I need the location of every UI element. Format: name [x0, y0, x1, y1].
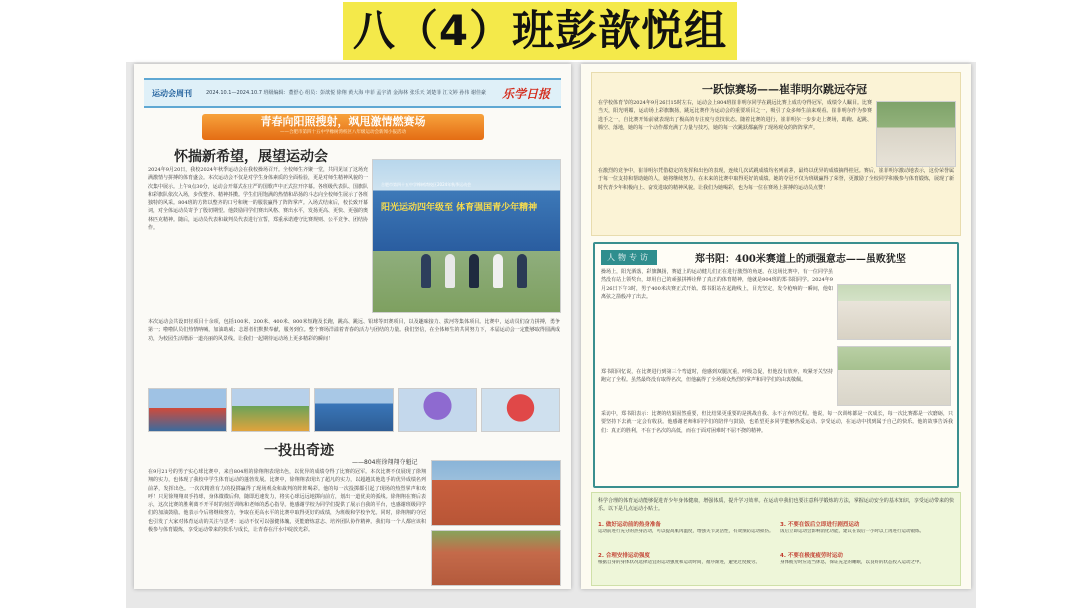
person-figure — [517, 254, 527, 288]
article3-body-continued: 在激烈的竞争中，崔菲明尔凭借稳定的发挥和出色的表现，连续几次试跳成绩均名列前茅，最终以优异的成绩摘得桂冠。赛后，崔菲明尔激动地表示，这份荣誉属于每一位支持和帮助她的人，她将继续努力，在未来的比赛中取得更好的成绩。她的夺冠不仅为班级赢得了荣誉，更激励了全校同学积极参与体育锻炼，展现了新时代青少年积极向上、奋发进取的精神风貌。让我们为她喝彩，也为每一位在赛场上拼搏的运动员点赞！ — [598, 168, 954, 191]
ribbon-title: 青春向阳照搜射，飒甩激情燃赛场 — [260, 115, 426, 128]
tip-title: 3. 不要在饭后立即进行剧烈运动 — [780, 522, 860, 528]
tip-body: 根据自身的身体状况选择适宜的运动强度和运动时间，循序渐进，避免过度疲劳。 — [598, 560, 760, 565]
newspaper-left-page — [134, 64, 571, 589]
tip-item — [780, 552, 956, 580]
tips-box — [591, 492, 961, 586]
top-banner — [0, 0, 1080, 62]
tip-body: 运动前进行充分的热身活动，可以提高肌肉温度，增强关节灵活性，有效预防运动损伤。 — [598, 529, 774, 534]
long-jump-photo — [876, 101, 956, 167]
parade-photo — [148, 388, 227, 432]
ribbon-subtitle: ——合肥市第四十五中学橡树湾校区八年级运动会新闻小报活动 — [280, 130, 406, 135]
students-photo — [837, 346, 951, 406]
tip-item — [598, 521, 774, 549]
tips-column-right — [780, 521, 956, 583]
newspaper-right-page — [581, 64, 971, 589]
person-figure — [445, 254, 455, 288]
article3-heading: 一跃惊赛场——崔菲明尔跳远夺冠 — [702, 83, 867, 96]
interview-box — [593, 242, 959, 488]
person-figure — [421, 254, 431, 288]
interview-label: 人物专访 — [601, 250, 657, 265]
flag-photo — [314, 388, 393, 432]
mascot-photo — [231, 388, 310, 432]
article2-body: 在9月21号的男子实心球比赛中，来自804班的徐翔翔表现出色，以优异的成绩夺得了比赛的冠军。本次比赛不仅展现了徐翔翔的实力，也体现了我校中学生体育运动的蓬勃发展。比赛中，徐翔翔表现出了超凡的实力，以超越其他选手的优异成绩名列前茅，发挥出色。一次次精准有力的投掷赢得了现场观众和裁判的阵阵喝彩。他的每一次投掷都引起了现场的热烈掌声和欢呼！只见徐翔翔双手持球，身体微微后仰，随即迅速发力，将实心球远远地掷向前方，划出一道优美的弧线。徐翔翔在赛后表示，这次比赛的胜利离不开平时的刻苦训练和老师的悉心指导。他感谢学校为同学们提供了展示自我的平台，也感谢班级同学们的加油鼓励。他表示今后将继续努力，争取在更高水平的比赛中取得更好的成绩，为班级和学校争光。同时，徐翔翔的夺冠也引发了大家对体育运动的关注与思考：运动不仅可以强健体魄，更能磨炼意志、培养团队协作精神。我们每一个人都应该积极参与体育锻炼，享受运动带来的快乐与成长，让青春在汗水中绽放光彩。 — [148, 469, 426, 534]
person-figure — [493, 254, 503, 288]
tip-body: 饭后立即运动会影响消化功能，建议在饭后一小时以上再进行运动锻炼。 — [780, 529, 924, 534]
banner-title: 八（4）班彭歆悦组 — [343, 2, 737, 60]
tip-item — [780, 521, 956, 549]
tip-title: 4. 不要在极度疲劳时运动 — [780, 553, 843, 559]
article1-heading: 怀揣新希望，展望运动会 — [174, 149, 328, 165]
purple-mascot-photo — [398, 388, 477, 432]
masthead-name: 运动会周刊 — [152, 88, 192, 98]
masthead — [144, 78, 561, 108]
tips-intro: 科学合理的体育运动能够促进青少年身体健康，增强体质，提升学习效率。在运动中我们也要注意科学锻炼的方法，掌握运动安全的基本知识，享受运动带来的快乐。以下是几点运动小贴士。 — [598, 498, 954, 513]
article4-body: 操场上，阳光洒落，彩旗飘扬，赛道上的运动健儿们正在进行激烈的角逐。在这场比赛中，有一位同学虽然没有站上领奖台，却用自己的顽强拼搏诠释了真正的体育精神，他就是804班的郑书阳同学。2024年9月26日下午3时，男子400米决赛正式开始。郑书阳站在起跑线上，目光坚定，发令枪响的一瞬间，他如离弦之箭般冲了出去。 — [601, 269, 833, 300]
article1-body-continued: 本次运动会共设田径项目十余项，包括100米、200米、400米、800米短跑及长跑，跳高、跳远、铅球等田赛项目，以及趣味接力、拔河等集体项目。比赛中，运动员们奋力拼搏，勇争第一；啦啦队员们热情呐喊，加油助威；志愿者们默默奉献，服务到位。整个赛场洋溢着青春的活力与团结的力量。我们坚信，在全体师生的共同努力下，本届运动会一定能够取得圆满成功，为校园生活增添一道亮丽的风景线。让我们一起期待运动场上更多精彩的瞬间！ — [148, 319, 560, 342]
tip-item — [598, 552, 774, 580]
stage-photo-banner: 阳光运动四年级至 体育强国青少年精神 — [381, 203, 538, 213]
track-photo — [431, 530, 561, 586]
tip-title: 2. 合理安排运动强度 — [598, 553, 650, 559]
article4-body-closing: 采访中，郑书阳表示：比赛的结果固然重要，但比结果更重要的是挑战自我、永不言弃的过程。他说，每一次训练都是一次成长，每一次比赛都是一次磨砺，只要坚持下去就一定会有收获。他感谢老师和同学们的陪伴与鼓励，也希望更多同学能够热爱运动、享受运动，在运动中找到属于自己的快乐。他的故事告诉我们：真正的胜利，不在于名次的高低，而在于面对困难时不屈不挠的精神。 — [601, 411, 953, 434]
article3-body: 在学校体育节的2024年9月26日15时左右，运动会上804班崔菲明尔同学在跳远比赛上成功夺得冠军，成绩令人瞩目。比赛当天，阳光明媚，运动场上彩旗飘扬，跳远比赛作为运动会的重要项目之一，吸引了众多师生前来观看。崔菲明尔作为参赛选手之一，自比赛开始前就表现出了极高的专注度与竞技状态。随着比赛的进行，崔菲明尔一步步走上赛场，助跑、起跳、腾空、落地，她的每一个动作都充满了力量与技巧，她的每一次跳跃都赢得了现场观众的阵阵掌声。 — [598, 100, 872, 131]
masthead-meta: 2024.10.1—2024.10.7 班级编辑：董舒心 组员：彭歆悦 徐翔 黄大海 申菲 孟宇清 金海林 张乐天 刘楚菲 江文婷 孙伟 谢佳豪 — [206, 90, 486, 96]
stage-photo-caption: 合肥市第四十五中学橡树湾校区2024年秋季运动会 — [381, 182, 472, 187]
tip-body: 身体疲劳时应适当休息，保证充足的睡眠，以良好的状态投入运动之中。 — [780, 560, 924, 565]
tips-grid — [598, 521, 956, 583]
tips-column-left — [598, 521, 774, 583]
photo-strip — [148, 388, 560, 432]
article4-heading: 郑书阳：400米赛道上的顽强意志——虽败犹坚 — [695, 254, 906, 265]
masthead-brand: 乐学日报 — [502, 86, 551, 101]
article1-body: 2024年9月20日，我校2024年秋季运动会在我校操场召开。全校师生齐聚一堂，共同见证了这场充满激情与拼搏的体育盛会。本次运动会不仅是对学生身体素质的全面检验，更是对师生精神风貌的一次集中展示。上午8点30分，运动会开幕式在庄严的国歌声中正式拉开序幕。各班级代表队、国旗队和彩旗队依次入场，步伐整齐、精神抖擞。学生们用饱满的热情和昂扬的斗志向全校师生展示了各班独特的风采。804班的方阵以整齐的口号和统一的服装赢得了阵阵掌声。入场式结束后，校长致开幕词，对全体运动员寄予了殷切期望。他鼓励同学们赛出风格、赛出水平，发扬更高、更快、更强的奥林匹克精神。随后，运动员代表和裁判员代表进行宣誓，郑重承诺遵守比赛规则、公平竞争、团结协作。 — [148, 167, 368, 232]
tip-title: 1. 做好运动前的热身准备 — [598, 522, 661, 528]
headline-ribbon — [202, 114, 484, 140]
article2-byline: ——804班徐翔翔夺魁记 — [352, 459, 418, 466]
article2-heading: 一投出奇迹 — [264, 443, 334, 459]
shot-put-photo — [431, 460, 561, 526]
article4-body-continued: 郑书阳回忆说，在比赛进行到第三个弯道时，他感到双腿沉重，呼吸急促，但他没有放弃，咬紧牙关坚持跑完了全程。虽然最终没有取得名次，但他赢得了全场观众热烈的掌声和同学们的由衷敬佩。 — [601, 369, 833, 384]
red-mascot-photo — [481, 388, 560, 432]
person-figure — [469, 254, 479, 288]
article3-box — [591, 72, 961, 236]
stage-photo — [372, 159, 561, 313]
runners-photo — [837, 284, 951, 340]
